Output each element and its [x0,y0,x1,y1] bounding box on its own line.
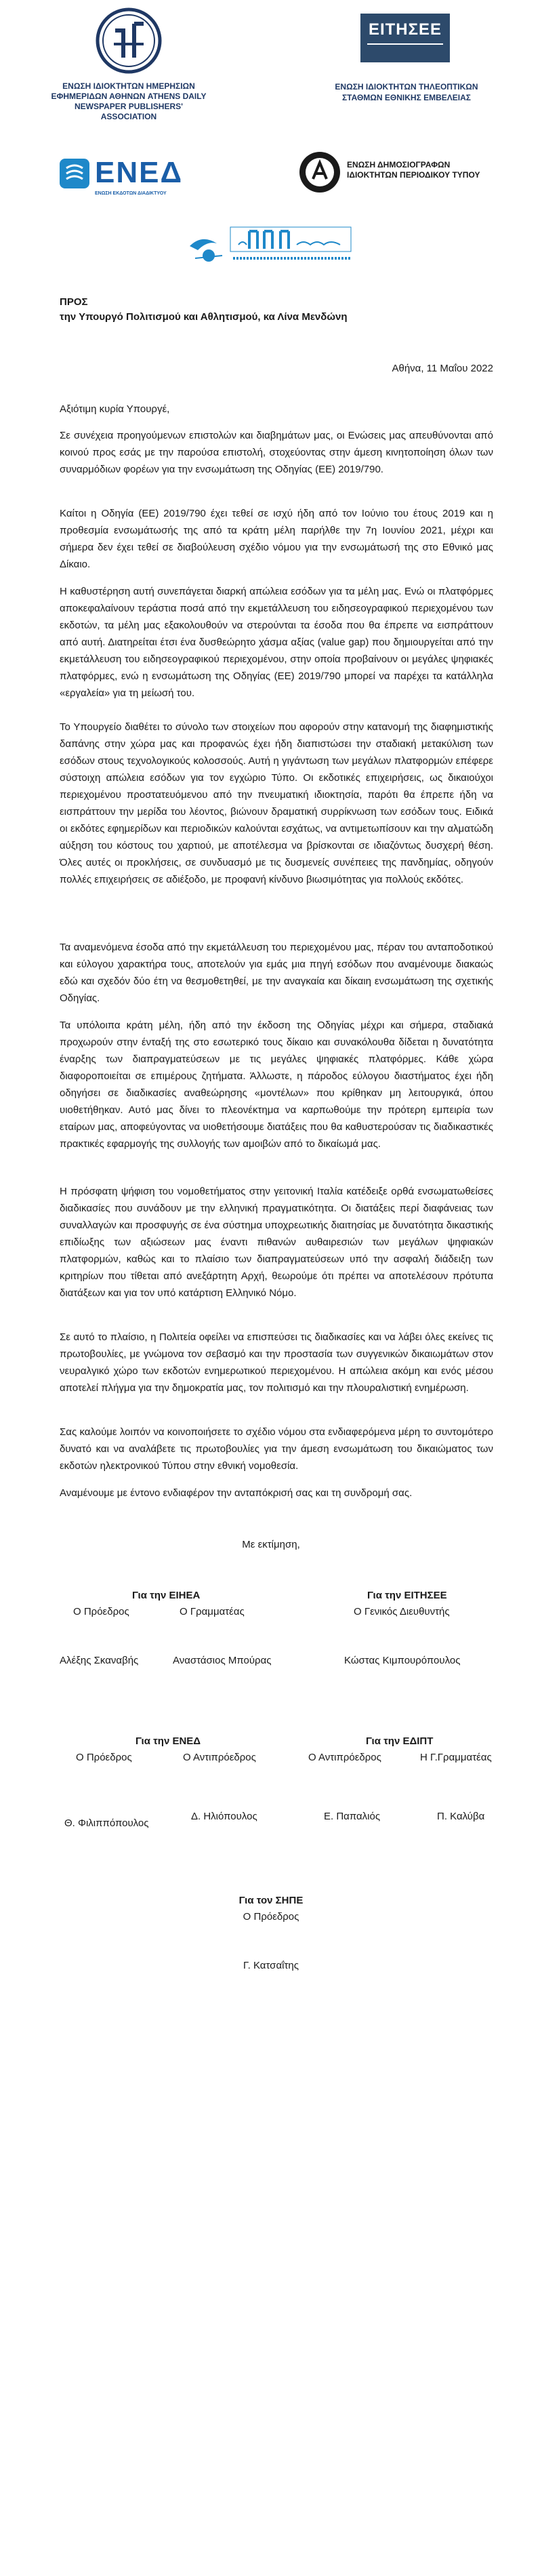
body-paragraph-3: Η καθυστέρηση αυτή συνεπάγεται διαρκή απώλεια εσόδων για τα μέλη μας. Ενώ οι πλατφόρμες αποκεφαλαίνουν τεράστια ποσά από την εκμετάλλευση του ειδησεογραφικού περιεχομένου των εκδοτών, τα μέλη μας εξακολουθούν να στερούνται τα έσοδα που θα έπρεπε να εισπράττουν από αυτή. Διατηρείται έτσι ένα δυσθεώρητο χάσμα αξίας (value gap) που δημιουργείται από την εκμετάλλευση του ειδησεογραφικού περιεχομένου, στην οποία προβαίνουν οι μεγάλες ψηφιακές πλατφόρμες, ενώ η ενσωμάτωση της Οδηγίας (ΕΕ) 2019/790 μπορεί να παρέχει τα κατάλληλα «εργαλεία» για τη μείωσή του. [60,586,493,699]
eithsee-caption: ΕΝΩΣΗ ΙΔΙΟΚΤΗΤΩΝ ΤΗΛΕΟΠΤΙΚΩΝ ΣΤΑΘΜΩΝ ΕΘΝΙΚΗΣ ΕΜΒΕΛΕΙΑΣ [335,82,478,102]
signature-role-eiiea-2: Ο Γραμματέας [180,1606,245,1617]
logo-ened [60,156,202,203]
body-paragraph-5: Τα αναμενόμενα έσοδα από την εκμετάλλευση του περιεχομένου μας, πέραν του ανταποδοτικού και εύλογου χαρακτήρα τους, αποτελούν για εμάς μια πηγή εσόδων που αναμένουμε διακαώς εδώ και σχεδόν δύο έτη να θεσμοθετηθεί, με την αναγκαία και δίκαιη ενσωμάτωση της σχετικής Οδηγίας. [60,942,493,1004]
logo-snpe [182,220,364,268]
recipient [60,295,348,325]
eiiea-caption: ΕΝΩΣΗ ΙΔΙΟΚΤΗΤΩΝ ΗΜΕΡΗΣΙΩΝ ΕΦΗΜΕΡΙΔΩΝ ΑΘΗΝΩΝ ATHENS DAILY NEWSPAPER PUBLISHERS' ASSOCIATION [51,81,207,121]
body-paragraph-1: Σε συνέχεια προηγούμενων επιστολών και διαβημάτων μας, οι Ενώσεις μας απευθύνονται από κοινού προς εσάς με την παρούσα επιστολή, στοχεύοντας στην άμεση κινητοποίηση όλων των συναρμόδιων φορέων για την ενσωμάτωση της Οδηγίας (ΕΕ) 2019/790. [60,430,493,475]
signature-name-ened-1: Θ. Φιλιππόπουλος [64,1817,149,1829]
recipient-line-1: ΠΡΟΣ [60,296,88,308]
signature-header-snpe: Για τον ΣΗΠΕ [238,1895,304,1906]
closing: Με εκτίμηση, [242,1539,300,1550]
edipt-caption: ΕΝΩΣΗ ΔΗΜΟΣΙΟΓΡΑΦΩΝ ΙΔΙΟΚΤΗΤΩΝ ΠΕΡΙΟΔΙΚΟΥ ΤΥΠΟΥ [347,160,480,180]
snpe-emblem-icon [182,220,364,268]
ened-caption: ΕΝΩΣΗ ΕΚΔΟΤΩΝ ΔΙΑΔΙΚΤΥΟΥ [95,191,167,196]
logo-eithsee [332,14,481,108]
salutation: Αξιότιμη κυρία Υπουργέ, [60,403,170,415]
signature-role-snpe-1: Ο Πρόεδρος [243,1911,299,1923]
recipient-line-2: την Υπουργό Πολιτισμού και Αθλητισμού, κα Λίνα Μενδώνη [60,311,348,323]
signature-header-eiiea: Για την ΕΙΗΕΑ [132,1590,201,1601]
signature-name-edipt-2: Π. Καλύβα [437,1811,485,1822]
body-paragraph-8: Σε αυτό το πλαίσιο, η Πολιτεία οφείλει να επισπεύσει τις διαδικασίες και να λάβει όλες εκείνες τις πρωτοβουλίες, με γνώμονα τον σεβασμό και την προστασία των συγγενικών δικαιωμάτων στον νευραλγικό χώρο των εκδοτών ενημερωτικού περιεχομένου. Η απώλεια ακόμη και ενός μέσου αποτελεί πλήγμα για την δημοκρατία μας, τον πολιτισμό και την πλουραλιστική ενημέρωση. [60,1331,493,1394]
body-paragraph-6: Τα υπόλοιπα κράτη μέλη, ήδη από την έκδοση της Οδηγίας μέχρι και σήμερα, σταδιακά προχωρούν στην ένταξή της στο εσωτερικό τους δίκαιο και συνακόλουθα δίδεται η δυνατότητα έναρξης των διαπραγματεύσεων με τις μεγάλες ψηφιακές πλατφόρμες. Κάθε χώρα διαφοροποιείται σε επιμέρους ζητήματα. Άλλωστε, η πάροδος εύλογου διαστήματος έχει ήδη οδηγήσει σε διαδικασίες αναθεώρησης «μοντέλων» που κρίθηκαν μη λειτουργικά, όπου υιοθετήθηκαν. Αυτό μας δίνει το πλεονέκτημα να καρπωθούμε την πρότερη εμπειρία των εταίρων μας, αποφεύγοντας να υιοθετήσουμε διατάξεις που θα καθυστερούσαν τις διαδικαστικές πρακτικές εφαρμογής της συλλογής των αμοιβών από το δικαίωμά μας. [60,1020,493,1150]
signature-header-ened: Για την ΕΝΕΔ [136,1735,201,1747]
eithsee-mark: ΕΙΤΗΣΕΕ [360,14,450,62]
signature-name-eiiea-2: Αναστάσιος Μπούρας [173,1655,272,1666]
signature-header-eithsee: Για την ΕΙΤΗΣΕΕ [367,1590,447,1601]
signature-name-snpe-1: Γ. Κατσαΐτης [243,1960,299,1971]
logo-eiiea [51,7,207,136]
eiiea-emblem-icon [95,7,163,75]
signature-name-eithsee-1: Κώστας Κιμπουρόπουλος [344,1655,461,1666]
body-paragraph-7: Η πρόσφατη ψήφιση του νομοθετήματος στην γειτονική Ιταλία κατέδειξε ορθά ενσωματωθείσες διαδικασίες που συνάδουν με την ελληνική πραγματικότητα. Οι διατάξεις περί διαφάνειας των συναλλαγών και προσφυγής σε ένα σύστημα υποχρεωτικής διαιτησίας με δυνατότητα δικαστικής επιδίωξης των αξιώσεων μας έναντι πιθανών αυθαιρεσιών των μεγάλων ψηφιακών πλατφορμών, καθώς και το πλαίσιο των διαπραγματεύσεων υπό την ασφαλή διάδειξη των κριτηρίων που τίθεται από ανεξάρτητη Αρχή, θεωρούμε ότι πρέπει να αποτελέσουν πρότυπα διατάξεων και για τον υπό κατάρτιση Ελληνικό Νόμο. [60,1186,493,1299]
signature-role-edipt-1: Ο Αντιπρόεδρος [308,1752,381,1763]
body-paragraph-4: Το Υπουργείο διαθέτει το σύνολο των στοιχείων που αφορούν στην κατανομή της διαφημιστικής δαπάνης στην χώρα μας και προφανώς έχει ήδη διαπιστώσει την σταδιακή μετακύλιση των εσόδων στους τεχνολογικούς κολοσσούς. Αυτή η γιγάντωση των μεγάλων πλατφορμών επέφερε σύστοιχη απώλεια εσόδων για τον εγχώριο Τύπο. Οι εκδοτικές επιχειρήσεις, ως δικαιούχοι περιεχομένου προστατευόμενου από την πνευματική ιδιοκτησία, παρότι θα έπρεπε ήδη να εισπράττουν την μερίδα του λέοντος, βιώνουν δραματική συρρίκνωση των εσόδων τους. Ειδικά οι εκδότες εφημερίδων και περιοδικών καλούνται εσχάτως, να αντιμετωπίσουν και την αλματώδη αύξηση του κόστους του χαρτιού, με αποτέλεσμα να βρίσκονται σε ιδιαζόντως δυσχερή θέση. Όλες αυτές οι προκλήσεις, σε συνδυασμό με τις δυσμενείς συνέπειες της πανδημίας, οδηγούν πολλές επιχειρήσεις σε αδιέξοδο, με προφανή κίνδυνο βιωσιμότητας για πολλούς εκδότες. [60,721,493,885]
logo-edipt [298,150,495,198]
signature-role-ened-2: Ο Αντιπρόεδρος [183,1752,256,1763]
ened-mark: ΕΝΕΔ [95,156,184,189]
edipt-emblem-icon [298,150,341,194]
body-paragraph-2: Καίτοι η Οδηγία (ΕΕ) 2019/790 έχει τεθεί σε ισχύ ήδη από τον Ιούνιο του έτους 2019 και η προθεσμία ενσωμάτωσής της από τα κράτη μέλη παρήλθε την 7η Ιουνίου 2021, μέχρι και σήμερα δεν έχει τεθεί σε διαβούλευση σχέδιο νόμου για την ενσωμάτωσή της στο Εθνικό μας Δίκαιο. [60,508,493,570]
signature-header-edipt: Για την ΕΔΙΠΤ [366,1735,434,1747]
signature-role-eiiea-1: Ο Πρόεδρος [73,1606,129,1617]
signature-name-edipt-1: Ε. Παπαλιός [324,1811,381,1822]
signature-name-eiiea-1: Αλέξης Σκαναβής [60,1655,139,1666]
body-paragraph-10: Αναμένουμε με έντονο ενδιαφέρον την ανταπόκρισή σας και τη συνδρομή σας. [60,1487,413,1499]
signature-role-eithsee-1: Ο Γενικός Διευθυντής [354,1606,450,1617]
signature-role-edipt-2: Η Γ.Γραμματέας [420,1752,492,1763]
signature-name-ened-2: Δ. Ηλιόπουλος [191,1811,257,1822]
ened-icon [60,159,89,188]
letter-date: Αθήνα, 11 Μαΐου 2022 [392,363,493,374]
signature-role-ened-1: Ο Πρόεδρος [76,1752,132,1763]
body-paragraph-9: Σας καλούμε λοιπόν να κοινοποιήσετε το σχέδιο νόμου στα ενδιαφερόμενα μέρη το συντομότερο δυνατό και να αναλάβετε τις πρωτοβουλίες για την άμεση ενσωμάτωση του δικαιώματος των εκδοτών ηλεκτρονικού Τύπου στην εθνική νομοθεσία. [60,1426,493,1472]
